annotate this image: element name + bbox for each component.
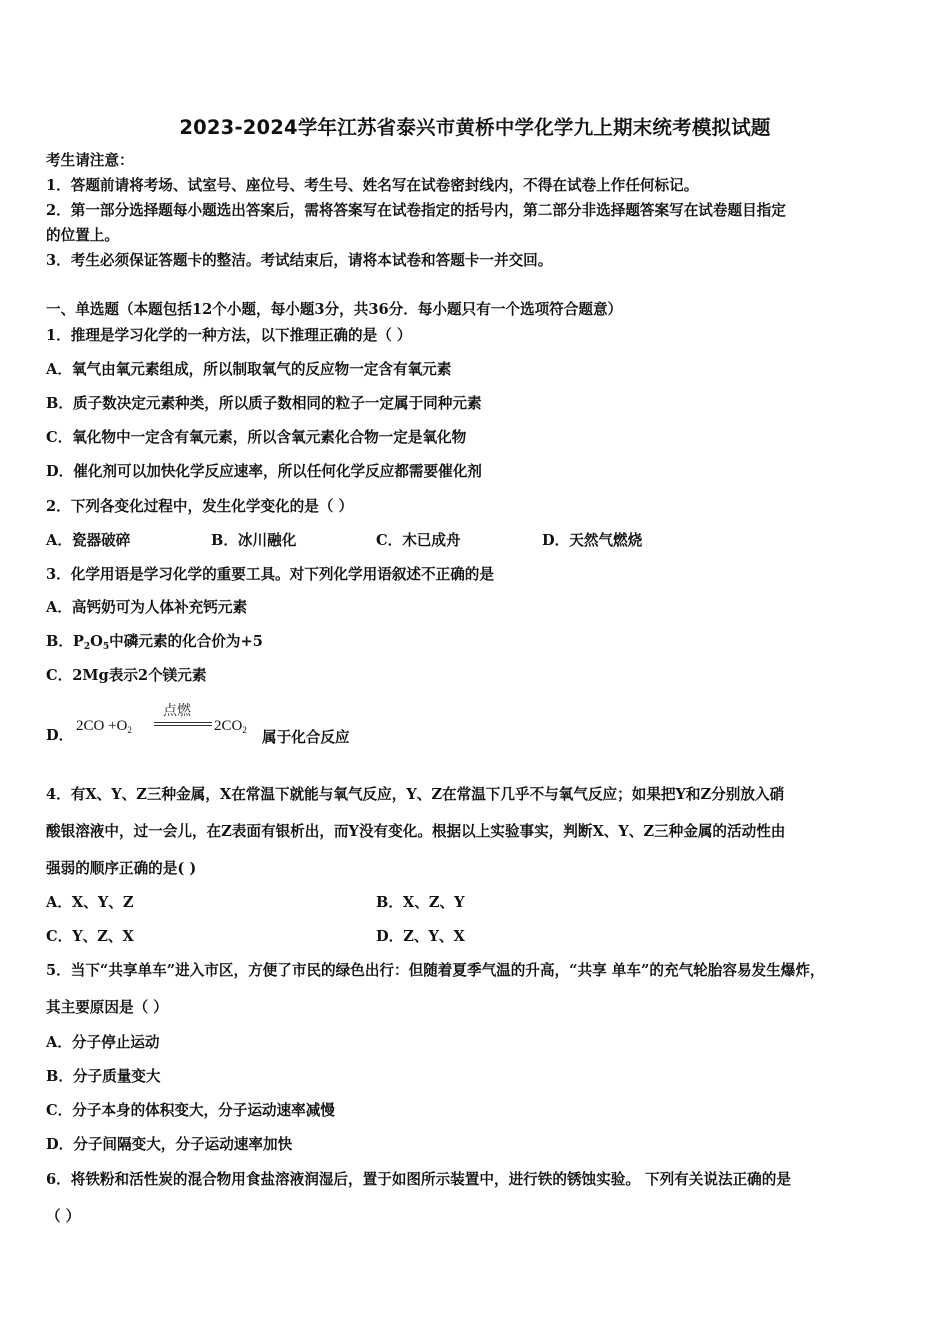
q4-option-d: D．Z、Y、X — [376, 928, 465, 945]
q3-option-d-label: D． — [46, 727, 74, 744]
chemical-equation — [76, 700, 266, 744]
q6-stem-line-2: （ ） — [46, 1208, 81, 1225]
notice-item-3: 3．考生必须保证答题卡的整洁。考试结束后，请将本试卷和答题卡一并交回。 — [46, 252, 553, 269]
notice-item-2-cont: 的位置上。 — [46, 227, 119, 244]
q1-option-c: C．氧化物中一定含有氧元素，所以含氧元素化合物一定是氧化物 — [46, 429, 467, 446]
q1-option-b: B．质子数决定元素种类，所以质子数相同的粒子一定属于同种元素 — [46, 395, 482, 412]
q3-option-b: B．$P_2O_5$中磷元素的化合价为+5 — [46, 633, 263, 652]
q3-option-c: C．2Mg表示2个镁元素 — [46, 667, 207, 684]
q2-option-a: A．瓷器破碎 — [46, 532, 131, 549]
notice-heading: 考生请注意： — [46, 152, 134, 169]
q3-option-d-tail: 属于化合反应 — [262, 729, 350, 746]
q2-option-d: D．天然气燃烧 — [542, 532, 643, 549]
q5-option-d: D．分子间隔变大，分子运动速率加快 — [46, 1136, 293, 1153]
q1-stem: 1．推理是学习化学的一种方法，以下推理正确的是（ ） — [46, 327, 412, 344]
q4-option-c: C．Y、Z、X — [46, 928, 134, 945]
q6-stem-line-1: 6．将铁粉和活性炭的混合物用食盐溶液润湿后，置于如图所示装置中，进行铁的锈蚀实验。 下列有关说法正确的是 — [46, 1171, 791, 1188]
q3-option-a: A．高钙奶可为人体补充钙元素 — [46, 599, 248, 616]
q5-option-c: C．分子本身的体积变大，分子运动速率减慢 — [46, 1102, 335, 1119]
q1-option-a: A．氧气由氧元素组成，所以制取氧气的反应物一定含有氧元素 — [46, 361, 452, 378]
q5-stem-line-1: 5．当下“共享单车”进入市区，方便了市民的绿色出行：但随着夏季气温的升高，“共享 单车”的充气轮胎容易发生爆炸， — [46, 962, 825, 979]
q4-stem-line-2: 酸银溶液中，过一会儿，在Z表面有银析出，而Y没有变化。根据以上实验事实，判断X、Y、Z三种金属的活动性由 — [46, 823, 786, 840]
q4-stem-line-3: 强弱的顺序正确的是( ) — [46, 860, 197, 877]
q4-option-a: A．X、Y、Z — [46, 894, 134, 911]
q3-stem: 3．化学用语是学习化学的重要工具。对下列化学用语叙述不正确的是 — [46, 566, 494, 583]
section-heading: 一、单选题（本题包括12个小题，每小题3分，共36分．每小题只有一个选项符合题意） — [46, 301, 623, 318]
q5-option-b: B．分子质量变大 — [46, 1068, 161, 1085]
q5-stem-line-2: 其主要原因是（ ） — [46, 999, 168, 1016]
q2-option-b: B．冰川融化 — [211, 532, 297, 549]
equation-bar-top — [154, 722, 212, 723]
notice-item-1: 1．答题前请将考场、试室号、座位号、考生号、姓名写在试卷密封线内，不得在试卷上作任何标记。 — [46, 177, 699, 194]
q4-option-b: B．X、Z、Y — [376, 894, 465, 911]
equation-bar-bottom — [154, 725, 212, 726]
q2-option-c: C．木已成舟 — [376, 532, 461, 549]
page-title: 2023-2024学年江苏省泰兴市黄桥中学化学九上期末统考模拟试题 — [179, 116, 771, 139]
q2-stem: 2．下列各变化过程中，发生化学变化的是（ ） — [46, 498, 354, 515]
q1-option-d: D．催化剂可以加快化学反应速率，所以任何化学反应都需要催化剂 — [46, 463, 482, 480]
equation-reactants: $2CO +O_2$ — [76, 718, 132, 735]
reaction-condition: 点燃 — [163, 703, 191, 719]
equation-product: $2CO_2$ — [214, 718, 247, 735]
q4-stem-line-1: 4．有X、Y、Z三种金属，X在常温下就能与氧气反应，Y、Z在常温下几乎不与氧气反应；如果把Y和Z分别放入硝 — [46, 786, 785, 803]
notice-item-2: 2．第一部分选择题每小题选出答案后，需将答案写在试卷指定的括号内，第二部分非选择题答案写在试卷题目指定 — [46, 202, 786, 219]
q5-option-a: A．分子停止运动 — [46, 1034, 160, 1051]
